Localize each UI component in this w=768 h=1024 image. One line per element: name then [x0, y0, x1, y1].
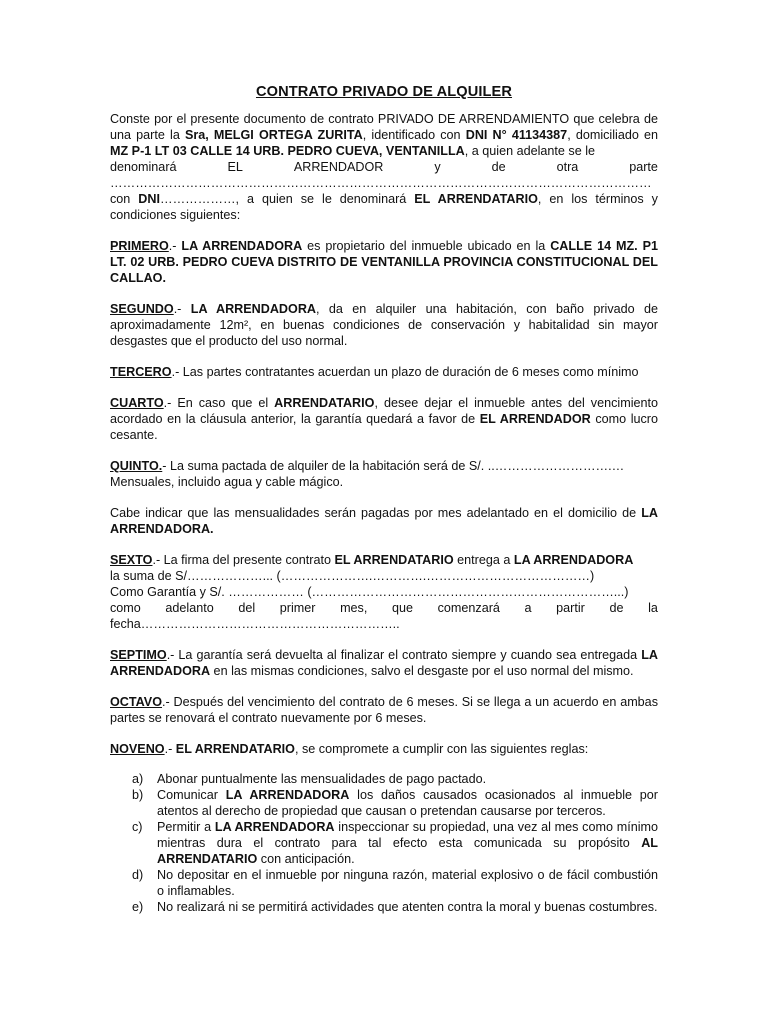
amount-blank: la suma de S/………………... (………………….………….…………………………………): [110, 569, 595, 583]
list-item: d) No depositar en el inmueble por ninguna razón, material explosivo o de fácil combustión o inflamables.: [132, 868, 658, 898]
list-item: c) Permitir a LA ARRENDADORA inspeccionar su propiedad, una vez al mes como mínimo mientras dura el contrato para tal efecto esta comunicada su propósito AL ARRENDATARIO con anticipación.: [132, 820, 658, 866]
list-item: b) Comunicar LA ARRENDADORA los daños causados ocasionados al inmueble por atentos al derecho de propiedad que causan o pretendan causarse por terceros.: [132, 788, 658, 818]
clause-quinto: QUINTO.- La suma pactada de alquiler de la habitación será de S/. ..……………………….… Mensuales, incluido agua y cable mágico.: [110, 459, 625, 489]
list-item: a) Abonar puntualmente las mensualidades de pago pactado.: [132, 772, 487, 786]
clause-segundo: SEGUNDO.- LA ARRENDADORA, da en alquiler una habitación, con baño privado de aproximadamente 12m², en buenas condiciones de conservación y habitalidad sin mayor desgastes que el producto del uso normal.: [110, 302, 658, 348]
tenant-dni-label: DNI: [138, 192, 160, 206]
rules-list: [110, 771, 658, 915]
tenant-name-blank: …………………………………………………………………………………………………………………: [110, 176, 652, 190]
property-address: CALLE 14 MZ. P1 LT. 02 URB. PEDRO CUEVA DISTRITO DE VENTANILLA PROVINCIA CONSTITUCIONAL DEL CALLAO.: [110, 239, 658, 285]
clause-septimo: SEPTIMO.- La garantía será devuelta al finalizar el contrato siempre y cuando sea entregada LA ARRENDADORA en las mismas condiciones, salvo el desgaste por el uso normal del mismo.: [110, 648, 658, 678]
clause-octavo: OCTAVO.- Después del vencimiento del contrato de 6 meses. Si se llega a un acuerdo en ambas partes se renovará el contrato nuevamente por 6 meses.: [110, 695, 658, 725]
payment-note: Cabe indicar que las mensualidades serán pagadas por mes adelantado en el domicilio de LA ARRENDADORA.: [110, 506, 658, 536]
rent-amount-blank: - La suma pactada de alquiler de la habitación será de S/. ..……………………….…: [162, 459, 625, 473]
clause-cuarto: CUARTO.- En caso que el ARRENDATARIO, desee dejar el inmueble antes del vencimiento acordado en la cláusula anterior, la garantía quedará a favor de EL ARRENDADOR como lucro cesante.: [110, 396, 659, 442]
list-item: e) No realizará ni se permitirá actividades que atenten contra la moral y buenas costumbres.: [132, 900, 658, 914]
document-title: CONTRATO PRIVADO DE ALQUILER: [255, 84, 513, 100]
lessor-name: Sra, MELGI ORTEGA ZURITA: [184, 128, 363, 142]
clause-sexto: SEXTO.- La firma del presente contrato EL ARRENDATARIO entrega a LA ARRENDADORA la suma de S/………………... (………………….………….…………………………………) Como Garantía y S/. ……………… (………………………………………………………………...) como adelanto del primer mes, que comenzará a partir de la fecha……………………………………………………..: [110, 553, 658, 631]
clause-primero: PRIMERO.- LA ARRENDADORA es propietario del inmueble ubicado en la CALLE 14 MZ. P1 LT. 02 URB. PEDRO CUEVA DISTRITO DE VENTANILLA PROVINCIA CONSTITUCIONAL DEL CALLAO.: [110, 239, 658, 285]
intro-paragraph: Conste por el presente documento de contrato PRIVADO DE ARRENDAMIENTO que celebra de una parte la Sra, MELGI ORTEGA ZURITA, identificado con DNI N° 41134387, domiciliado en MZ P-1 LT 03 CALLE 14 URB. PEDRO CUEVA, VENTANILLA, a quien adelante se le denominará EL ARRENDADOR y de otra parte ………………………………………………………………………………………………………………… con DNI………………, a quien se le denominará EL ARRENDATARIO, en los términos y condiciones siguientes:: [110, 112, 658, 222]
clause-tercero: TERCERO.- Las partes contratantes acuerdan un plazo de duración de 6 meses como mínimo: [110, 365, 639, 379]
guarantee-blank: Como Garantía y S/. ……………… (………………………………………………………………...): [110, 585, 629, 599]
lessor-dni: DNI N° 41134387: [465, 128, 568, 142]
lessor-address: MZ P-1 LT 03 CALLE 14 URB. PEDRO CUEVA, VENTANILLA: [110, 144, 465, 158]
start-date-blank: fecha……………………………………………………..: [110, 617, 400, 631]
clause-noveno: NOVENO.- EL ARRENDATARIO, se compromete a cumplir con las siguientes reglas:: [110, 742, 589, 756]
intro-spread-line: denominará EL ARRENDADOR y de otra parte: [110, 160, 658, 174]
